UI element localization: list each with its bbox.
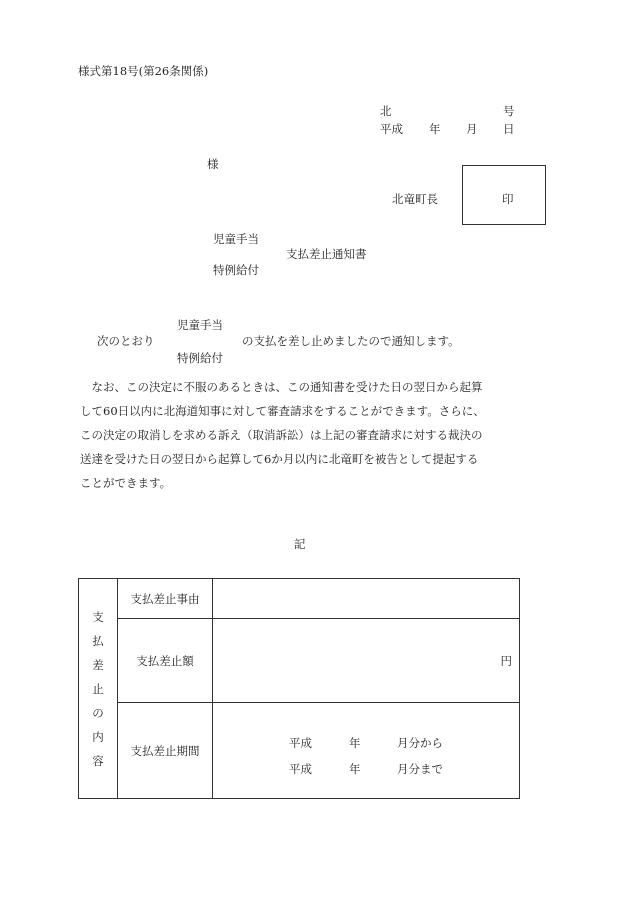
form-id: 様式第18号(第26条関係) (78, 64, 209, 78)
date-era: 平成 (380, 122, 403, 136)
amount-label: 支払差止額 (118, 619, 213, 703)
amount-value[interactable] (213, 619, 520, 703)
title-main: 支払差止通知書 (286, 247, 367, 261)
period-value[interactable] (213, 703, 520, 799)
title-option-special-benefit: 特例給付 (213, 263, 259, 277)
side-label (79, 579, 118, 799)
side-label-char: 容 (92, 753, 104, 768)
seal-mark: 印 (502, 192, 514, 206)
doc-no-suffix: 号 (503, 104, 515, 118)
period-from-suffix: 月分から (397, 736, 443, 750)
appeal-line: ことができます。 (80, 476, 172, 490)
title-option-child-allowance: 児童手当 (213, 232, 259, 246)
date-year-unit: 年 (429, 122, 441, 136)
side-label-char: 止 (92, 681, 104, 696)
amount-unit: 円 (500, 653, 512, 668)
body-lead: 次のとおり (97, 334, 155, 348)
appeal-line: なお、この決定に不服のあるときは、この通知書を受けた日の翌日から起算 (80, 380, 483, 394)
date-month-unit: 月 (466, 122, 478, 136)
appeal-notice (80, 375, 530, 495)
appeal-line: 送達を受けた日の翌日から起算して6か月以内に北竜町を被告として提起する (80, 452, 479, 466)
reason-value[interactable] (213, 579, 520, 619)
period-from-year-unit: 年 (349, 736, 361, 750)
reason-label: 支払差止事由 (118, 579, 213, 619)
appeal-line: して60日以内に北海道知事に対して審査請求をすることができます。さらに、 (80, 404, 485, 418)
body-tail: の支払を差し止めましたので通知します。 (242, 334, 460, 348)
period-label: 支払差止期間 (118, 703, 213, 799)
ki-heading: 記 (294, 537, 306, 551)
date-day-unit: 日 (503, 122, 515, 136)
body-option-special-benefit: 特例給付 (177, 351, 223, 365)
suspension-detail-table (78, 578, 520, 799)
period-to-year-unit: 年 (349, 762, 361, 776)
addressee-suffix: 様 (207, 157, 219, 171)
doc-no-prefix: 北 (380, 104, 392, 118)
issuer-name: 北竜町長 (392, 192, 438, 206)
period-from-era: 平成 (289, 736, 312, 750)
side-label-char: 差 (92, 657, 104, 672)
period-to-suffix: 月分まで (397, 762, 443, 776)
period-to-era: 平成 (289, 762, 312, 776)
appeal-line: この決定の取消しを求める訴え（取消訴訟）は上記の審査請求に対する裁決の (80, 428, 483, 442)
side-label-char: の (92, 705, 104, 720)
side-label-char: 内 (92, 729, 104, 744)
side-label-char: 払 (92, 633, 104, 648)
side-label-char: 支 (92, 609, 104, 624)
body-option-child-allowance: 児童手当 (177, 318, 223, 332)
